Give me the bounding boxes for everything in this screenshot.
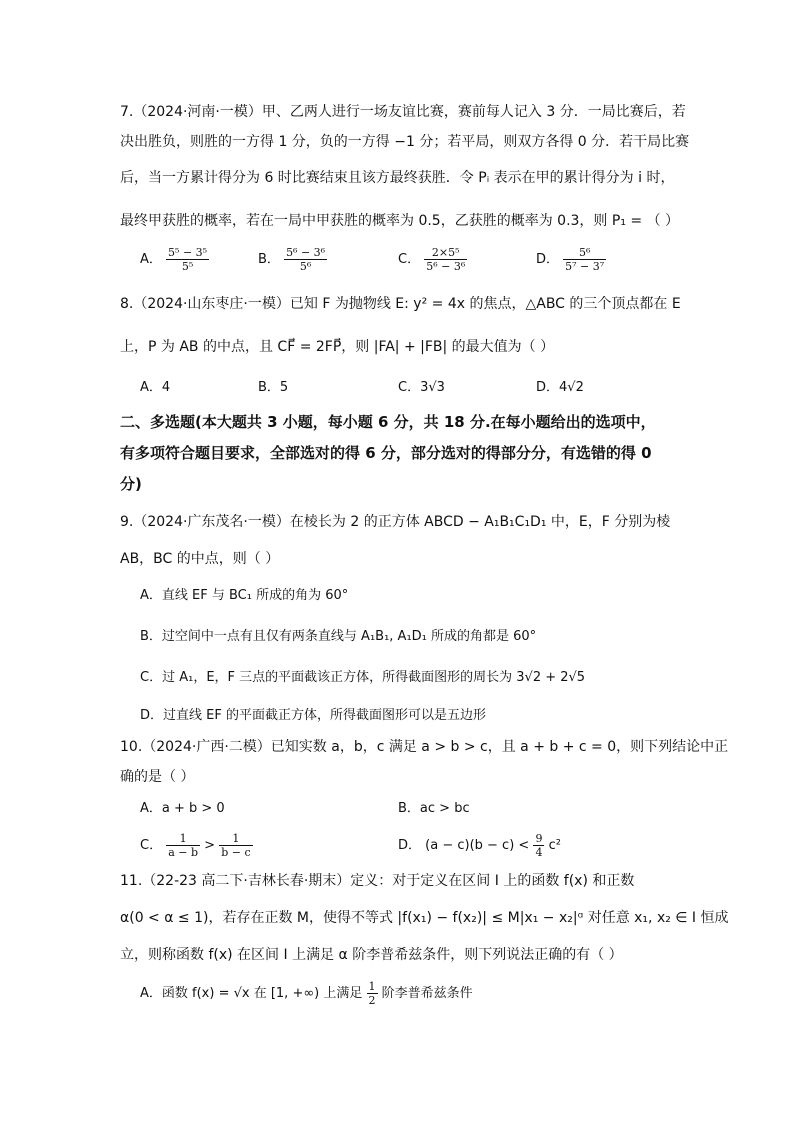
q8-option-d[interactable]: D．4√2 [536,380,584,395]
q9-line-2: AB，BC 的中点，则（ ） [120,551,280,567]
option-fraction: $\frac{\text{5⁵ − 3⁵}}{\text{5⁵}}$ [168,246,208,273]
q11-line-1: 11.（22-23 高二下·吉林长春·期末）定义：对于定义在区间 I 上的函数 f(x) 和正数 [120,873,635,889]
q10-option-c[interactable] [140,832,253,859]
q7-option-c[interactable] [398,246,467,273]
option-fraction: $\frac{\text{5⁶ − 3⁶}}{\text{5⁶}}$ [286,246,326,273]
q10-line-1: 10.（2024·广西·二模）已知实数 a，b，c 满足 a > b > c，且 a + b + c = 0，则下列结论中正 [120,739,729,755]
q11-line-2: α(0 < α ≤ 1)，若存在正数 M，使得不等式 |f(x₁) − f(x₂)| ≤ M|x₁ − x₂|ᵅ 对任意 x₁, x₂ ∈ I 恒成 [120,910,729,926]
option-label: D． [398,838,422,853]
option-label: D． [536,252,560,267]
q7-line-2: 决出胜负，则胜的一方得 1 分，负的一方得 −1 分；若平局，则双方各得 0 分．若干局比赛 [120,134,690,150]
option-fraction: $\frac{\text{2×5⁵}}{\text{5⁶ − 3⁶}}$ [426,246,466,273]
q10-option-a[interactable]: A．a + b > 0 [140,801,225,816]
q10-option-b[interactable]: B．ac > bc [398,801,470,816]
q9-option-d[interactable]: D．过直线 EF 的平面截正方体，所得截面图形可以是五边形 [140,708,486,723]
q8-option-c[interactable]: C．3√3 [398,380,445,395]
option-label: A． [140,252,162,267]
q8-line-1: 8.（2024·山东枣庄·一模）已知 F 为抛物线 E: y² = 4x 的焦点，△ABC 的三个顶点都在 E [120,296,681,312]
q7-option-b[interactable] [258,246,327,273]
q8-line-2: 上，P 为 AB 的中点，且 CF⃗ = 2FP⃗，则 |FA| + |FB| 的最大值为（ ） [120,339,555,355]
option-fraction: $\frac{1}{b - c}$ [221,832,251,859]
q7-option-d[interactable] [536,246,606,273]
q7-option-a[interactable] [140,246,209,273]
option-expression: (a − c)(b − c) < [425,838,530,853]
section-heading-line-2: 有多项符合题目要求，全部选对的得 6 分，部分选对的得部分分，有选错的得 0 [120,444,652,462]
q8-option-a[interactable]: A．4 [140,380,171,395]
q7-line-1: 7.（2024·河南·一模）甲、乙两人进行一场友谊比赛，赛前每人记入 3 分．一局比赛后，若 [120,104,686,120]
option-fraction: $\frac{1}{a - b}$ [168,832,199,859]
q11-option-a[interactable] [140,980,473,1007]
option-label: C． [140,838,163,853]
q10-line-2: 确的是（ ） [120,769,195,785]
section-heading-line-3: 分) [120,475,142,493]
q9-line-1: 9.（2024·广东茂名·一模）在棱长为 2 的正方体 ABCD − A₁B₁C₁D₁ 中，E，F 分别为棱 [120,514,671,530]
q9-option-b[interactable]: B．过空间中一点有且仅有两条直线与 A₁B₁, A₁D₁ 所成的角都是 60° [140,629,537,644]
q8-option-b[interactable]: B．5 [258,380,289,395]
greater-than-sign: > [204,838,216,853]
q7-line-3: 后，当一方累计得分为 6 时比赛结束且该方最终获胜．令 Pᵢ 表示在甲的累计得分为 i 时， [120,170,675,186]
option-text: A．函数 f(x) = √x 在 [1, +∞) 上满足 [140,986,363,1001]
option-expression-tail: c² [548,838,561,853]
q9-option-c[interactable]: C．过 A₁，E，F 三点的平面截该正方体，所得截面图形的周长为 3√2 + 2√5 [140,670,586,685]
option-fraction: $\frac{1}{2}$ [368,980,376,1007]
q9-option-a[interactable]: A．直线 EF 与 BC₁ 所成的角为 60° [140,588,349,603]
option-label: B． [258,252,280,267]
option-fraction: $\frac{9}{4}$ [535,832,543,859]
option-fraction: $\frac{\text{5⁶}}{\text{5⁷ − 3⁷}}$ [565,246,605,273]
q10-option-d[interactable] [398,832,561,859]
option-text-tail: 阶李普希兹条件 [381,986,473,1001]
q11-line-3: 立，则称函数 f(x) 在区间 I 上满足 α 阶李普希兹条件，则下列说法正确的有（ ） [120,947,623,963]
section-heading-line-1: 二、多选题(本大题共 3 小题，每小题 6 分，共 18 分.在每小题给出的选项中， [120,413,656,431]
option-label: C． [398,252,421,267]
q7-line-4: 最终甲获胜的概率，若在一局中甲获胜的概率为 0.5，乙获胜的概率为 0.3，则 P₁ = （ ） [120,213,680,229]
